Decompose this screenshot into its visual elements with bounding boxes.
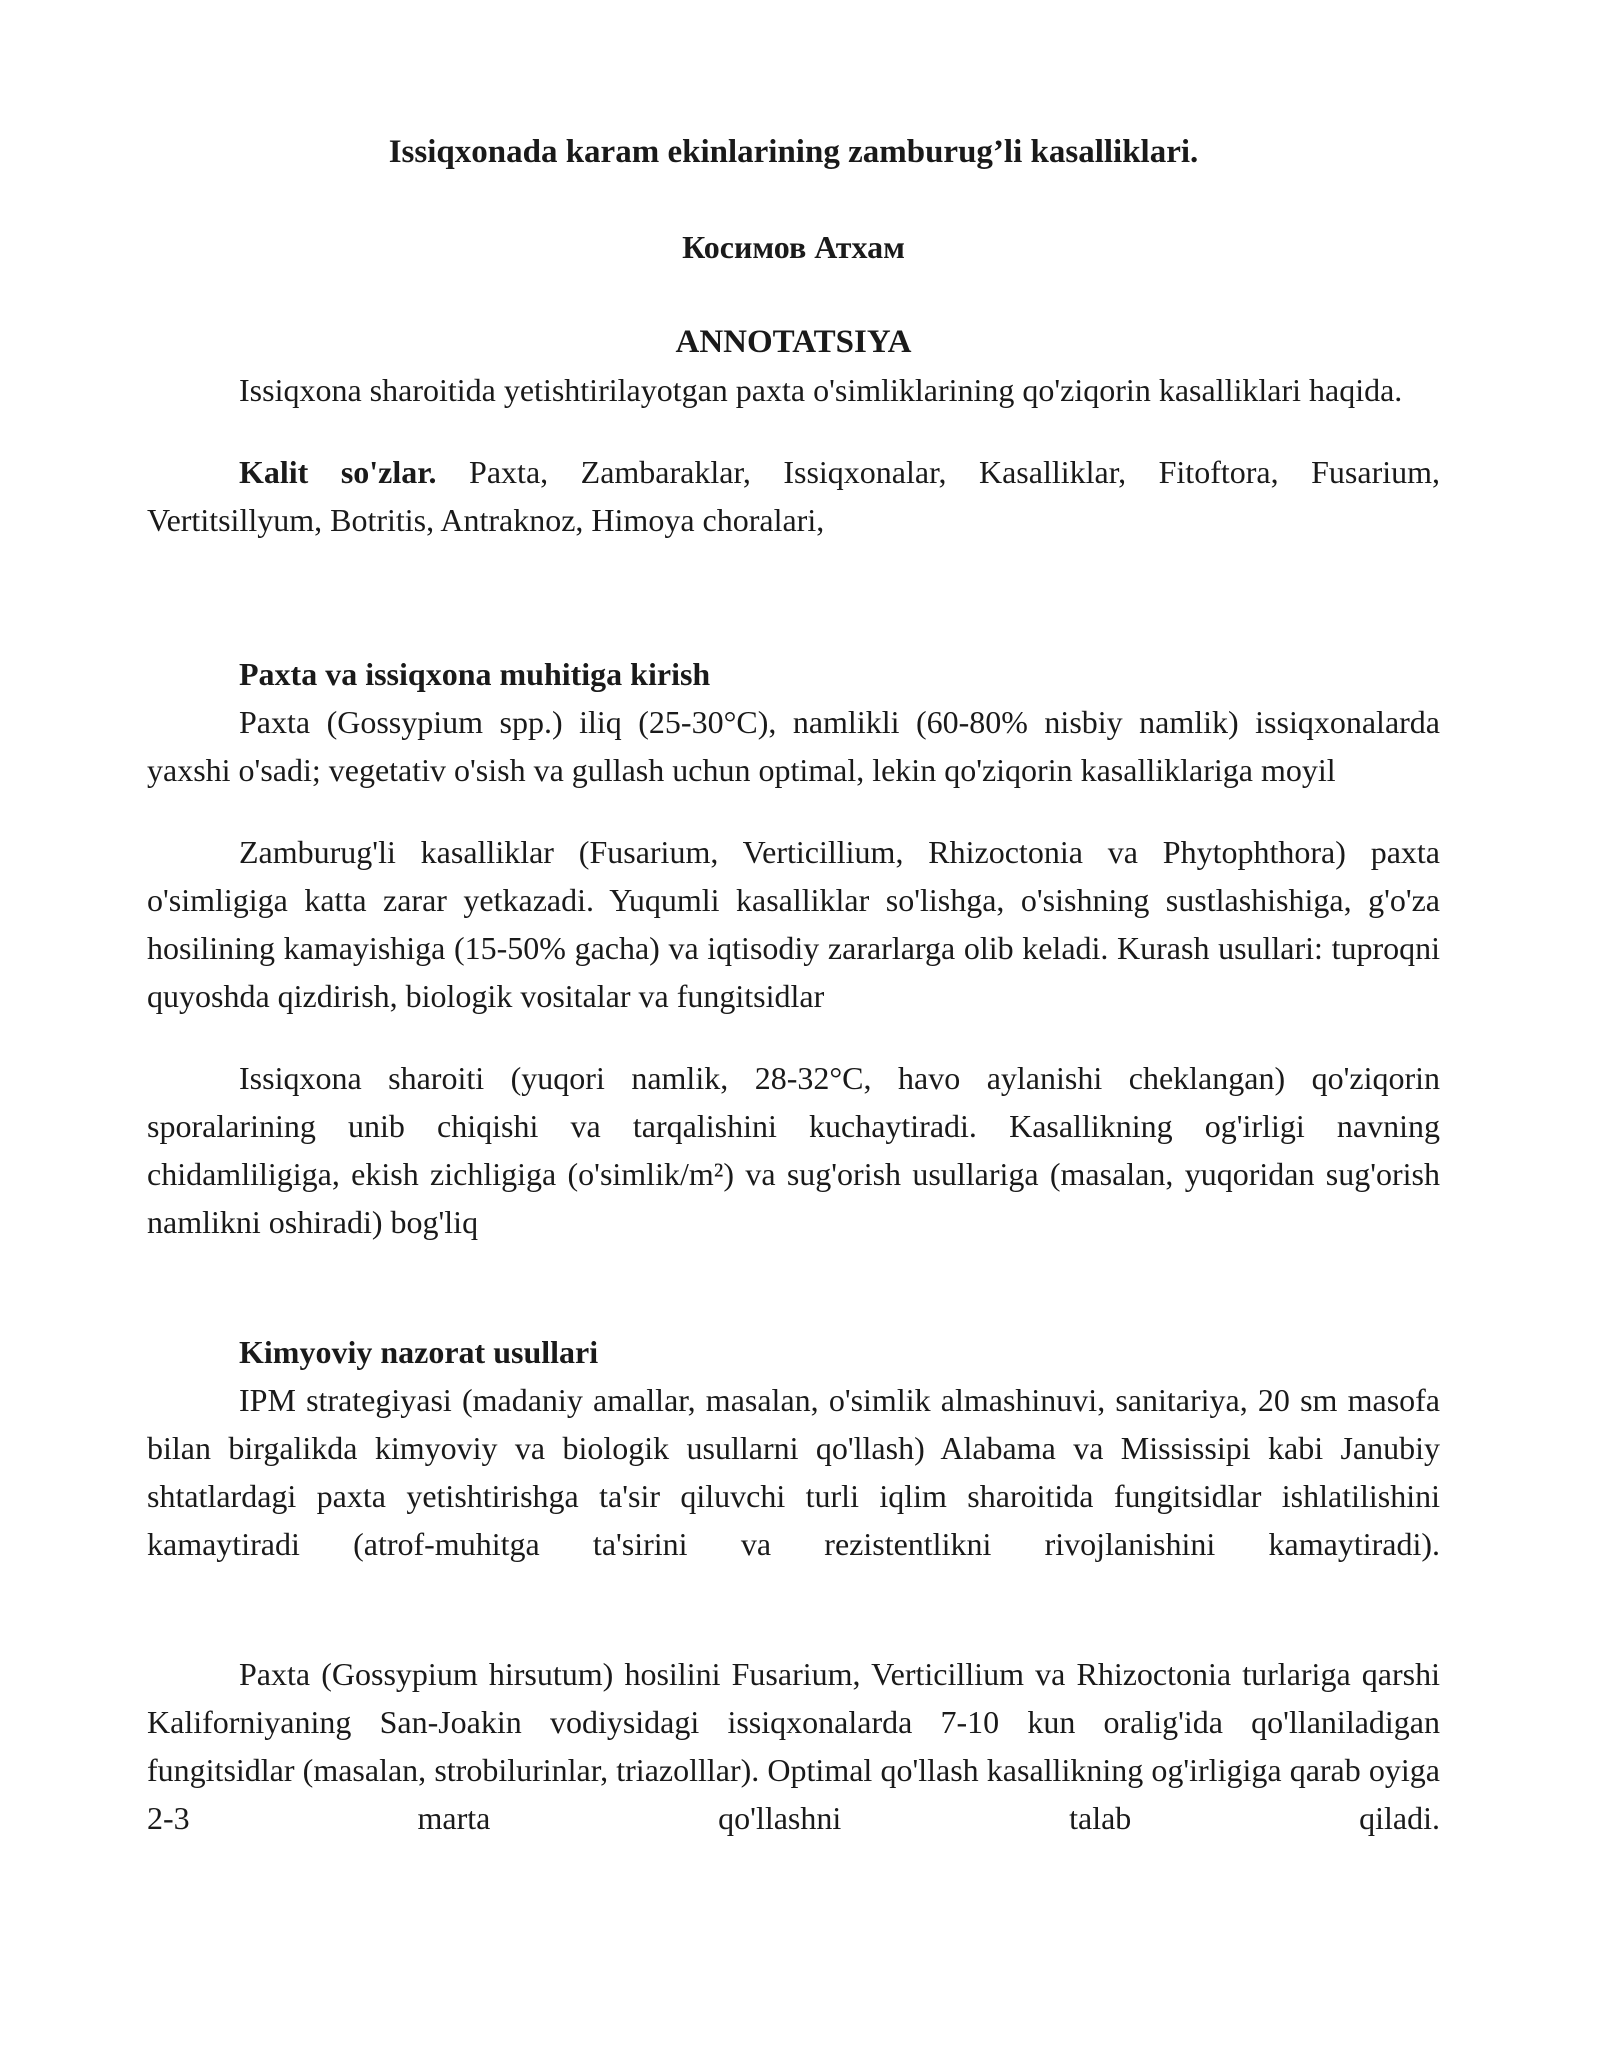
annotation-text: Issiqxona sharoitida yetishtirilayotgan paxta o'simliklarining qo'ziqorin kasalliklari haqida. [239,372,1403,408]
author-name: Косимов Атхам [682,229,905,265]
annotation-heading: ANNOTATSIYA [675,324,912,360]
section-heading-chemical-control: Kimyoviy nazorat usullari [239,1334,599,1370]
keywords-label: Kalit so'zlar. [239,454,437,490]
section-intro-paragraph-3: Issiqxona sharoiti (yuqori namlik, 28-32°C, havo aylanishi cheklangan) qo'ziqorin sporalarining unib chiqishi va tarqalishini kuchaytiradi. Kasallikning og'irligi navning chidamliligiga, ekish zichligiga (o'simlik/m²) va sug'orish usullariga (masalan, yuqoridan sug'orish namlikni oshiradi) bog'liq [147,1060,1440,1240]
section-intro-paragraph-2: Zamburug'li kasalliklar (Fusarium, Verticillium, Rhizoctonia va Phytophthora) paxta o'simligiga katta zarar yetkazadi. Yuqumli kasalliklar so'lishga, o'sishning sustlashishiga, g'o'za hosilining kamayishiga (15-50% gacha) va iqtisodiy zararlarga olib keladi. Kurash usullari: tuproqni quyoshda qizdirish, biologik vositalar va fungitsidlar [147,834,1440,1014]
document-title: Issiqxonada karam ekinlarining zamburug’li kasalliklari. [388,134,1199,170]
keywords-paragraph [147,448,1440,544]
section-chemical-paragraph-1: IPM strategiyasi (madaniy amallar, masalan, o'simlik almashinuvi, sanitariya, 20 sm masofa bilan birgalikda kimyoviy va biologik usullarni qo'llash) Alabama va Mississipi kabi Janubiy shtatlardagi paxta yetishtirishga ta'sir qiluvchi turli iqlim sharoitida fungitsidlar ishlatilishini kamaytiradi (atrof-muhitga ta'sirini va rezistentlikni rivojlanishini kamaytiradi). [147,1382,1440,1562]
section-intro-paragraph-1: Paxta (Gossypium spp.) iliq (25-30°C), namlikli (60-80% nisbiy namlik) issiqxonalarda yaxshi o'sadi; vegetativ o'sish va gullash uchun optimal, lekin qo'ziqorin kasalliklariga moyil [147,704,1440,788]
keywords-text: Paxta, Zambaraklar, Issiqxonalar, Kasalliklar, Fitoftora, Fusarium, Vertitsillyum, Botritis, Antraknoz, Himoya choralari, [147,454,1441,538]
section-chemical-paragraph-2: Paxta (Gossypium hirsutum) hosilini Fusarium, Verticillium va Rhizoctonia turlariga qarshi Kaliforniyaning San-Joakin vodiysidagi issiqxonalarda 7-10 kun oralig'ida qo'llaniladigan fungitsidlar (masalan, strobilurinlar, triazolllar). Optimal qo'llash kasallikning og'irligiga qarab oyiga 2-3 marta qo'llashni talab qiladi. [147,1656,1440,1836]
section-heading-intro: Paxta va issiqxona muhitiga kirish [239,656,711,692]
document-page [147,128,1440,1842]
